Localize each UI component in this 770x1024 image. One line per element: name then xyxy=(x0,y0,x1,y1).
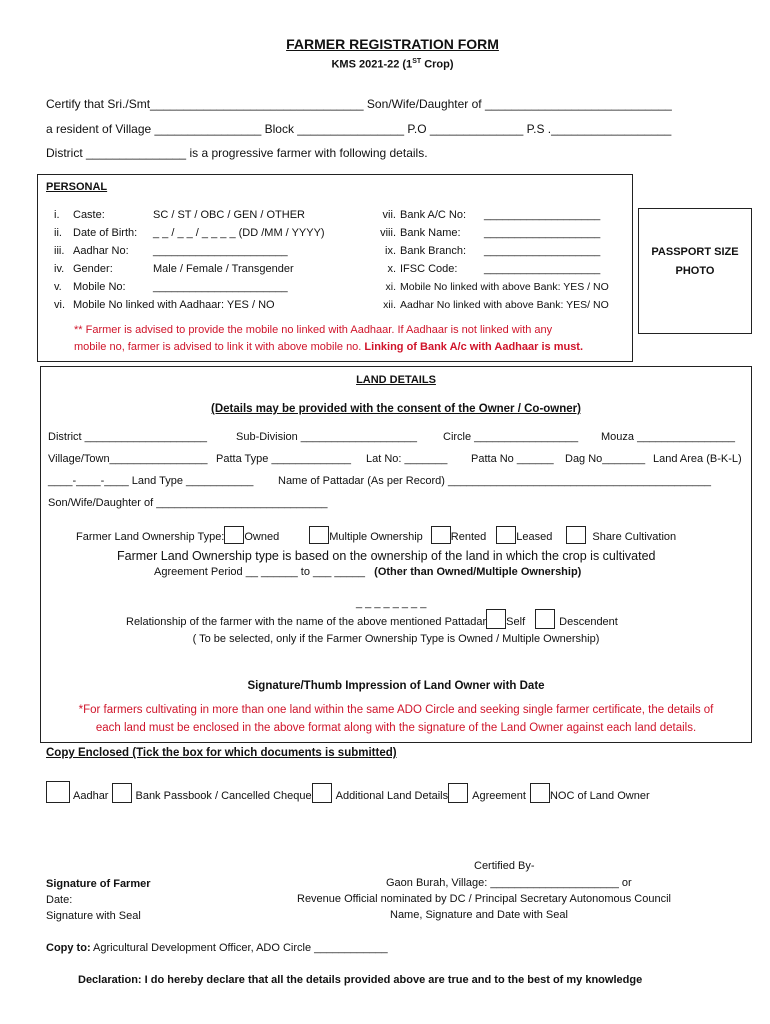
checkbox-aadhar[interactable] xyxy=(46,781,70,803)
checkbox-owned[interactable] xyxy=(224,526,244,544)
intro-line-1: Certify that Sri./Smt________________________________ Son/Wife/Daughter of ____________________________ xyxy=(46,97,672,111)
land-owner-signature-label: Signature/Thumb Impression of Land Owner with Date xyxy=(247,680,545,692)
relationship-row: Relationship of the farmer with the name of the above mentioned Pattadar Self Descendent xyxy=(126,609,618,629)
copy-to: Copy to: Agricultural Development Officer, ADO Circle ____________ xyxy=(46,942,388,954)
land-consent: (Details may be provided with the consent of the Owner / Co-owner) xyxy=(211,403,581,415)
checkbox-agreement[interactable] xyxy=(448,783,468,803)
land-heading: LAND DETAILS xyxy=(356,374,436,386)
land-circle: Circle _________________ xyxy=(443,431,579,443)
checkbox-descendent[interactable] xyxy=(535,609,555,629)
land-son-wife-daughter: Son/Wife/Daughter of ____________________________ xyxy=(48,497,328,509)
dash-line: _ _ _ _ _ _ _ _ xyxy=(356,597,427,609)
personal-heading: PERSONAL xyxy=(46,181,108,193)
land-mouza: Mouza ________________ xyxy=(601,431,735,443)
agreement-period: Agreement Period __ ______ to ___ _____ (Other than Owned/Multiple Ownership) xyxy=(154,566,582,578)
land-pattadar-name: Name of Pattadar (As per Record) ___________________________________________ xyxy=(278,475,712,487)
land-area: Land Area (B-K-L) xyxy=(653,453,742,465)
ownership-type-row: Farmer Land Ownership Type: Owned Multiple Ownership Rented Leased Share Cultivation xyxy=(76,526,676,544)
intro-line-3: District _______________ is a progressive farmer with following details. xyxy=(46,146,428,160)
checkbox-share-cultivation[interactable] xyxy=(566,526,586,544)
photo-label-line-2: PHOTO xyxy=(675,265,715,277)
form-title: FARMER REGISTRATION FORM xyxy=(286,36,499,52)
land-warning-line-2: each land must be enclosed in the above format along with the signature of the Land Owner against each land details. xyxy=(95,722,697,734)
intro-line-2: a resident of Village ________________ Block ________________ P.O ______________ P.S .__________________ xyxy=(46,122,672,136)
copy-enclosed-row: Aadhar Bank Passbook / Cancelled Cheque Additional Land Details Agreement NOC of Land Owner xyxy=(46,781,650,803)
signature-with-seal: Signature with Seal xyxy=(46,910,141,922)
signature-of-farmer: Signature of Farmer xyxy=(46,878,151,890)
revenue-official: Revenue Official nominated by DC / Principal Secretary Autonomous Council xyxy=(297,893,671,905)
checkbox-noc[interactable] xyxy=(530,783,550,803)
personal-note-line-1: ** Farmer is advised to provide the mobile no linked with Aadhaar. If Aadhaar is not linked with any xyxy=(74,324,553,336)
land-patta-type: Patta Type _____________ xyxy=(216,453,351,465)
form-subtitle: KMS 2021-22 (1ST Crop) xyxy=(331,58,454,71)
declaration: Declaration: I do hereby declare that all the details provided above are true and to the best of my knowledge xyxy=(78,974,643,986)
name-signature-date: Name, Signature and Date with Seal xyxy=(390,909,568,921)
land-type: ____-____-____ Land Type ___________ xyxy=(48,475,254,487)
land-dag-no: Dag No_______ xyxy=(565,453,646,465)
personal-left-list: i. Caste: SC / ST / OBC / GEN / OTHER ii. Date of Birth: _ _ / _ _ / _ _ _ _ (DD /MM / YYYY) iii. Aadhar No: ______________________ iv. Gender: Male / Female / Transgender v. Mobile No: ______________________ vi. Mobile No linked with Aadhaar: YES / NO xyxy=(54,209,325,311)
checkbox-leased[interactable] xyxy=(496,526,516,544)
personal-right-list: vii. Bank A/C No: ___________________ viii. Bank Name: ___________________ ix. Bank Branch: ___________________ x. IFSC Code: ___________________ xi. Mobile No linked with above Bank: YES / NO xii. Aadhar No linked with above Bank: YES/ NO xyxy=(380,209,609,311)
land-district: District ____________________ xyxy=(48,431,208,443)
copy-enclosed-heading: Copy Enclosed (Tick the box for which documents is submitted) xyxy=(46,747,397,759)
relationship-note: ( To be selected, only if the Farmer Ownership Type is Owned / Multiple Ownership) xyxy=(192,633,600,645)
certified-by: Certified By- xyxy=(474,860,535,872)
photo-label-line-1: PASSPORT SIZE xyxy=(651,246,739,258)
checkbox-multiple-ownership[interactable] xyxy=(309,526,329,544)
land-village: Village/Town________________ xyxy=(48,453,208,465)
date-label: Date: xyxy=(46,894,73,906)
ownership-note: Farmer Land Ownership type is based on the ownership of the land in which the crop is cultivated xyxy=(117,549,656,563)
gaon-burah: Gaon Burah, Village: _____________________ or xyxy=(386,877,632,889)
land-lat-no: Lat No: _______ xyxy=(366,453,448,465)
land-patta-no: Patta No ______ xyxy=(471,453,554,465)
checkbox-additional-land[interactable] xyxy=(312,783,332,803)
checkbox-self[interactable] xyxy=(486,609,506,629)
checkbox-rented[interactable] xyxy=(431,526,451,544)
checkbox-bank-passbook[interactable] xyxy=(112,783,132,803)
land-subdivision: Sub-Division ___________________ xyxy=(236,431,418,443)
personal-note-line-2: mobile no, farmer is advised to link it with above mobile no. Linking of Bank A/c with Aadhaar is must. xyxy=(74,341,584,353)
land-warning-line-1: *For farmers cultivating in more than one land within the same ADO Circle and seeking single farmer certificate, the details of xyxy=(78,704,714,716)
